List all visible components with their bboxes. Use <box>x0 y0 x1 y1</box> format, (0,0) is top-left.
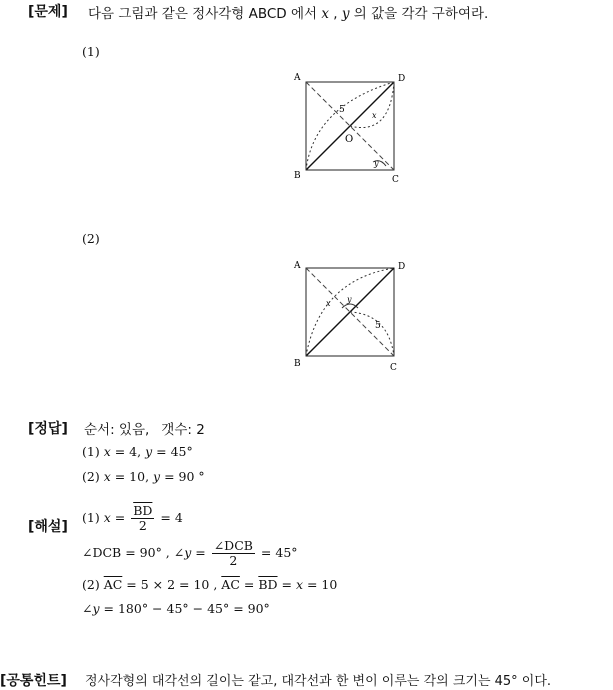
answer-2-b: = 90 ° <box>160 469 205 484</box>
solution-2-fraction <box>212 539 255 568</box>
solution-1-x: x <box>103 509 111 525</box>
hint-text: 정사각형의 대각선의 길이는 같고, 대각선과 한 변이 이루는 각의 크기는 45° 이다. <box>85 674 552 689</box>
answer-2-a: = 10, <box>110 469 154 484</box>
figure-2-label-x: x <box>326 299 331 308</box>
hint-label: [공통힌트] <box>0 673 67 689</box>
figure-1-label-five: 5 <box>339 105 345 115</box>
problem-var-y: y <box>341 6 350 22</box>
problem-text <box>88 2 488 22</box>
answer-1-y: y <box>145 444 153 459</box>
solution-label: [해설] <box>28 519 68 535</box>
solution-line-2 <box>82 539 298 568</box>
figure-2-label-y: y <box>347 295 352 304</box>
figure-1-label-b: B <box>294 171 301 181</box>
answer-count: 갯수: 2 <box>161 422 205 438</box>
figure-2-label-c: C <box>390 363 397 373</box>
figure-1-label-a: A <box>294 73 301 83</box>
answer-meta <box>84 418 205 438</box>
solution-4-y: y <box>92 601 100 616</box>
answer-line-1 <box>82 444 193 459</box>
solution-1-num: (1) <box>82 509 100 525</box>
answer-line-2 <box>82 469 205 484</box>
solution-3-num: (2) <box>82 577 100 592</box>
answer-2-x: x <box>103 469 111 484</box>
solution-3-bd: $\overline{BD}$ <box>258 577 278 592</box>
figure-2-label-b: B <box>294 359 301 369</box>
solution-line-3 <box>82 577 337 592</box>
problem-label: [문제] <box>28 4 68 20</box>
answer-label: [정답] <box>28 421 68 437</box>
solution-1-fraction <box>131 504 154 533</box>
solution-1-frac-den: 2 <box>138 517 147 533</box>
solution-line-4 <box>82 601 270 616</box>
subproblem-2-label: (2) <box>82 231 100 246</box>
solution-3-c: = <box>277 577 296 592</box>
solution-3-ac2: $\overline{AC}$ <box>221 577 240 592</box>
figure-1 <box>280 66 420 190</box>
problem-var-x: x <box>321 6 329 22</box>
problem-text-b: 의 값을 각각 구하여라. <box>349 6 489 22</box>
solution-3-a: = 5 × 2 = 10 , <box>122 577 222 592</box>
solution-2-head: ∠DCB = 90° , ∠ <box>82 544 185 560</box>
answer-1-num: (1) <box>82 444 100 459</box>
solution-1-frac-num: $\overline{BD}$ <box>133 503 153 518</box>
subproblem-1-label: (1) <box>82 44 100 59</box>
answer-order: 순서: 있음, <box>84 422 150 438</box>
solution-1-eq: = <box>110 509 130 525</box>
solution-3-ac1: $\overline{AC}$ <box>103 577 123 592</box>
solution-4-tail: = 180° − 45° − 45° = 90° <box>99 601 270 616</box>
solution-2-frac-den: 2 <box>229 552 238 568</box>
answer-1-a: = 4, <box>110 444 146 459</box>
solution-line-1 <box>82 504 183 533</box>
figure-1-label-x: x <box>372 111 377 120</box>
answer-1-b: = 45° <box>152 444 193 459</box>
problem-text-a: 다음 그림과 같은 정사각형 ABCD 에서 <box>88 6 322 22</box>
solution-3-x: x <box>295 577 304 592</box>
solution-2-y: y <box>184 544 192 560</box>
answer-2-y: y <box>153 469 161 484</box>
solution-1-tail: = 4 <box>156 509 183 525</box>
figure-2 <box>280 252 420 376</box>
figure-2-label-a: A <box>294 261 301 271</box>
figure-2-label-d: D <box>398 262 406 272</box>
solution-4-head: ∠ <box>82 601 93 616</box>
figure-1-label-y: y <box>374 159 379 168</box>
solution-3-d: = 10 <box>303 577 338 592</box>
figure-2-label-five: 5 <box>375 321 381 331</box>
solution-2-tail: = 45° <box>256 544 298 560</box>
figure-2-angle-mark <box>342 304 358 308</box>
solution-3-b: = <box>239 577 259 592</box>
problem-sep: , <box>329 6 342 22</box>
solution-2-frac-num: ∠DCB <box>213 538 253 553</box>
solution-2-eq: = <box>191 544 210 560</box>
figure-1-label-o: O <box>345 134 354 145</box>
figure-1-label-c: C <box>392 175 399 185</box>
figure-1-label-d: D <box>398 74 406 84</box>
answer-2-num: (2) <box>82 469 100 484</box>
answer-1-x: x <box>103 444 111 459</box>
